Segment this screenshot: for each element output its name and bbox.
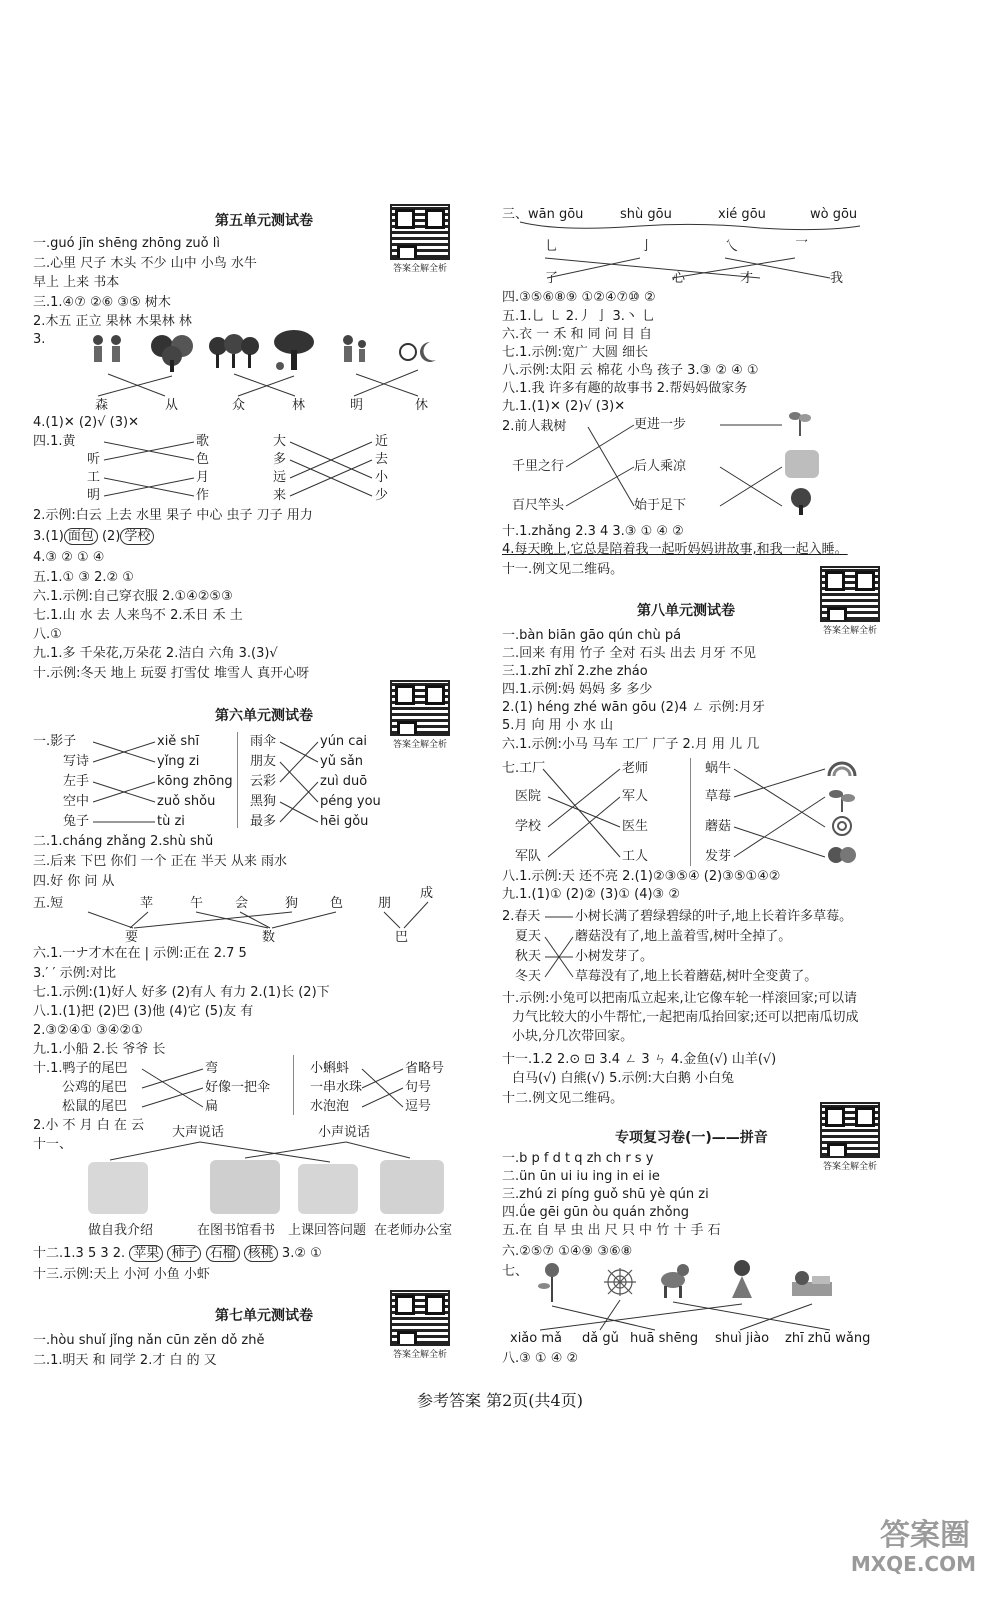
- tree-shade-picture: [786, 487, 816, 517]
- library-picture: [210, 1160, 280, 1214]
- r-line-10: 4.每天晚上,它总是陪着我一起听妈妈讲故事,和我一起入睡。: [502, 542, 848, 557]
- u6-line-5: 六.1.一ナ才木在在 | 示例:正在 2.7 5: [33, 946, 247, 961]
- u6-m1-left-4: 兔子: [63, 814, 90, 829]
- r-line-4: 六.衣 一 禾 和 同 问 目 自: [502, 327, 653, 342]
- pinyin-1: dǎ gǔ: [582, 1331, 619, 1346]
- r8-line-15: 十二.例文见二维码。: [502, 1091, 624, 1106]
- u5-line-14: 八.①: [33, 627, 62, 642]
- qr-caption: 答案全解全析: [392, 740, 447, 750]
- u5-m2-right-0: 近: [375, 434, 389, 449]
- rv-line-8: 八.③ ① ④ ②: [502, 1351, 579, 1366]
- qr-caption: 答案全解全析: [822, 626, 877, 636]
- circled-answer-xuexiao: 学校: [120, 528, 154, 545]
- u6-line-13b: 3.② ①: [281, 1246, 322, 1261]
- u5-m2-left-3: 来: [273, 488, 287, 503]
- u6-m3-right-1: 好像一把伞: [205, 1080, 271, 1095]
- big-tree-picture: [272, 328, 316, 374]
- watermark-logo: 答案圈: [880, 1518, 970, 1553]
- r8-m1-left-0: 七.工厂: [502, 761, 546, 776]
- r-m1-right-1: 后人乘凉: [634, 459, 687, 474]
- stroke-0: 乚: [545, 239, 559, 254]
- u6-5-top-6: 朋: [378, 896, 392, 911]
- loud-label: 大声说话: [172, 1125, 225, 1140]
- rv-line-3: 三.zhú zi píng guǒ shū yè qún zi: [502, 1187, 709, 1202]
- rv-line-4: 四.ǘe gēi gūn òu quán zhǒng: [502, 1205, 690, 1220]
- scene-label-2: 上课回答问题: [288, 1223, 367, 1238]
- u6-m4-left-0: 小蝌蚪: [310, 1061, 350, 1076]
- sun-moon-picture: [396, 336, 440, 368]
- r8-m3-left-3: 冬天: [515, 969, 542, 984]
- circled-answer-mianbao: 面包: [64, 528, 98, 545]
- u6-line-14: 十三.示例:天上 小河 小鱼 小虾: [33, 1267, 210, 1282]
- r8-line-6: 5.月 向 用 小 水 山: [502, 718, 614, 733]
- r-m1-right-2: 始于足下: [634, 498, 687, 513]
- r8-m1-left-3: 军队: [515, 849, 542, 864]
- u5-line-9: [33, 528, 154, 546]
- r8-line-2: 二.回来 有用 竹子 全对 石头 出去 月牙 不见: [502, 646, 757, 661]
- r8-line-4: 四.1.示例:妈 妈妈 多 多少: [502, 682, 653, 697]
- u6-m1-left-0: 一.影子: [33, 734, 77, 749]
- u5-line-16: 十.示例:冬天 地上 玩耍 打雪仗 堆雪人 真开心呀: [33, 666, 310, 681]
- r-m1-left-0: 2.前人栽树: [502, 419, 567, 434]
- u6-5-top-1: 苹: [140, 896, 154, 911]
- u6-m3-right-2: 扁: [205, 1099, 219, 1114]
- stroke-name-2: xié gōu: [718, 207, 766, 222]
- r8-m1-left-2: 学校: [515, 819, 542, 834]
- u6-m4-left-1: 一串水珠: [310, 1080, 363, 1095]
- u6-m1-right-2: kōng zhōng: [157, 774, 233, 789]
- qr-code-unit8[interactable]: [818, 566, 882, 636]
- lesson-picture: [298, 1164, 358, 1214]
- pinyin-0: xiǎo mǎ: [510, 1331, 562, 1346]
- u6-5-bot-1: 数: [262, 930, 276, 945]
- u5-m1-left-3: 明: [87, 488, 101, 503]
- qr-code-unit5[interactable]: [388, 204, 452, 274]
- flower-picture: [535, 1260, 569, 1304]
- unit6-title: 第六单元测试卷: [215, 708, 313, 724]
- stroke-name-3: wò gōu: [810, 207, 858, 222]
- r8-m1-left-1: 医院: [515, 789, 542, 804]
- rv-line-6: 六.②⑤⑦ ①④⑨ ③⑥⑧: [502, 1244, 633, 1259]
- pinyin-3: shuì jiào: [715, 1331, 770, 1346]
- qr-caption: 答案全解全析: [392, 264, 447, 274]
- spiderweb-picture: [602, 1266, 638, 1298]
- u5-line-3: 早上 上来 书本: [33, 275, 120, 290]
- stroke-name-0: 三、wān gōu: [502, 207, 584, 222]
- r8-line-12: 小块,分几次带回家。: [512, 1029, 634, 1044]
- scene-label-0: 做自我介绍: [88, 1223, 154, 1238]
- u6-m4-right-0: 省略号: [405, 1061, 445, 1076]
- pinyin-4: zhī zhū wǎng: [785, 1331, 871, 1346]
- u7-line-2: 二.1.明天 和 同学 2.才 白 的 又: [33, 1353, 217, 1368]
- r-m1-left-1: 千里之行: [512, 459, 565, 474]
- u5-m1-right-1: 色: [196, 452, 210, 467]
- r8-m3-left-2: 秋天: [515, 949, 542, 964]
- stroke-3: 乛: [795, 239, 809, 254]
- u5-line-2: 二.心里 尺子 木头 不少 山中 小鸟 水牛: [33, 256, 257, 271]
- r-line-3: 五.1.乚 ㇄ 2.丿 亅 3.丶 乚: [502, 309, 656, 324]
- u6-m2-left-0: 雨伞: [250, 734, 277, 749]
- u6-m2-left-1: 朋友: [250, 754, 277, 769]
- u6-5-top-5: 色: [330, 896, 344, 911]
- u5-m2-left-0: 大: [273, 434, 287, 449]
- u6-m1-left-2: 左手: [63, 774, 90, 789]
- u6-m1-right-1: yǐng zi: [157, 754, 200, 769]
- char-1: 心: [672, 271, 686, 286]
- r8-m3-right-2: 小树发芽了。: [575, 949, 654, 964]
- u5-m2-right-3: 少: [375, 488, 389, 503]
- u6-5-top-0: 五.短: [33, 896, 64, 911]
- forest-picture: [208, 332, 260, 372]
- r8-line-13: 十一.1.2 2.⊙ ⊡ 3.4 ㄥ 3 ㄣ 4.金鱼(√) 山羊(√): [502, 1052, 777, 1067]
- r8-m3-right-1: 蘑菇没有了,地上盖着雪,树叶全掉了。: [575, 929, 792, 944]
- u5-line-1: 一.guó jīn shēng zhōng zuǒ lì: [33, 236, 220, 251]
- u5-line-10: 4.③ ② ① ④: [33, 550, 105, 565]
- u6-line-9: 2.③②④① ③④②①: [33, 1023, 143, 1038]
- unit8-title: 第八单元测试卷: [637, 603, 735, 619]
- u6-line-13a: 十二.1.3 5 3 2.: [33, 1246, 126, 1261]
- u5-m1-right-3: 作: [196, 488, 210, 503]
- u5-line-12: 六.1.示例:自己穿衣服 2.①④②⑤③: [33, 589, 233, 604]
- u6-line-12: 十一、: [33, 1137, 73, 1152]
- u5-m1-left-0: 四.1.黄: [33, 434, 76, 449]
- r8-line-5: 2.(1) héng zhé wān gōu (2)4 ㄥ 示例:月牙: [502, 700, 765, 715]
- r-m1-left-2: 百尺竿头: [512, 498, 565, 513]
- r8-m3-left-1: 夏天: [515, 929, 542, 944]
- r8-m3-right-3: 草莓没有了,地上长着蘑菇,树叶全变黄了。: [575, 969, 818, 984]
- u5-m1-right-2: 月: [196, 470, 210, 485]
- r8-line-1: 一.bàn biān gāo qún chù pá: [502, 628, 682, 643]
- qr-caption: 答案全解全析: [822, 1162, 877, 1172]
- u6-m1-left-1: 写诗: [63, 754, 90, 769]
- u6-line-11: 2.小 不 月 白 在 云: [33, 1118, 145, 1133]
- r8-line-14: 白马(√) 白熊(√) 5.示例:大白鹅 小白兔: [512, 1071, 735, 1086]
- office-picture: [380, 1160, 444, 1214]
- rv-line-2: 二.ün ūn ui iu ing in ei ie: [502, 1169, 660, 1184]
- u5-char-4: 明: [350, 398, 364, 413]
- r8-m1-right-3: 工人: [622, 849, 649, 864]
- unit5-title: 第五单元测试卷: [215, 213, 313, 229]
- u6-line-1: 二.1.cháng zhǎng 2.shù shǔ: [33, 834, 214, 849]
- stroke-2: 乀: [725, 239, 739, 254]
- r8-m3-left-0: 2.春天: [502, 909, 541, 924]
- stroke-1: 亅: [640, 239, 654, 254]
- u5-line-4: 三.1.④⑦ ②⑥ ③⑤ 树木: [33, 295, 171, 310]
- u6-m3-left-2: 松鼠的尾巴: [62, 1099, 128, 1114]
- r8-m2-left-0: 蜗牛: [705, 761, 732, 776]
- scene-label-3: 在老师办公室: [374, 1223, 453, 1238]
- u5-char-2: 众: [232, 398, 246, 413]
- divider: [690, 758, 691, 866]
- quiet-label: 小声说话: [318, 1125, 371, 1140]
- scene-label-1: 在图书馆看书: [197, 1223, 276, 1238]
- u5-line-8: 2.示例:白云 上去 水里 果子 中心 虫子 刀子 用力: [33, 508, 313, 523]
- u6-m3-left-0: 十.1.鸭子的尾巴: [33, 1061, 128, 1076]
- u6-m2-right-0: yún cai: [320, 734, 368, 749]
- u5-char-1: 从: [165, 398, 179, 413]
- u5-m1-left-2: 工: [87, 470, 101, 485]
- r8-line-8: 八.1.示例:天 还不亮 2.(1)②③⑤④ (2)③⑤①④②: [502, 869, 781, 884]
- u6-line-2: 三.后来 下巴 你们 一个 正在 半天 从来 雨水: [33, 854, 288, 869]
- qr-caption: 答案全解全析: [392, 1350, 447, 1360]
- pinyin-2: huā shēng: [630, 1331, 699, 1346]
- u5-line-7: 4.(1)✕ (2)√ (3)✕: [33, 415, 139, 430]
- review-title: 专项复习卷(一)——拼音: [615, 1130, 768, 1146]
- r8-m1-right-1: 军人: [622, 789, 649, 804]
- u5-line-9a: 3.(1): [33, 529, 64, 544]
- horse-picture: [655, 1260, 691, 1300]
- r8-line-3: 三.1.zhī zhǐ 2.zhe zháo: [502, 664, 648, 679]
- u6-m2-right-2: zuì duō: [320, 774, 368, 789]
- u5-m1-left-1: 听: [87, 452, 101, 467]
- qr-code-unit6[interactable]: [388, 680, 452, 750]
- u6-m2-right-3: péng you: [320, 794, 381, 809]
- word-walnut: 核桃: [244, 1245, 278, 1262]
- rv-line-1: 一.b p f d t q zh ch r s y: [502, 1151, 654, 1166]
- word-pomegranate: 石榴: [206, 1245, 240, 1262]
- u6-m2-right-4: hēi gǒu: [320, 814, 369, 829]
- u6-m4-left-2: 水泡泡: [310, 1099, 350, 1114]
- rainbow-picture: [827, 754, 857, 782]
- r-line-11: 十一.例文见二维码。: [502, 562, 624, 577]
- sleeping-picture: [790, 1262, 834, 1302]
- r-line-7: 八.1.我 许多有趣的故事书 2.帮妈妈做家务: [502, 381, 748, 396]
- u6-m1-right-4: tù zi: [157, 814, 185, 829]
- u5-m2-right-1: 去: [375, 452, 389, 467]
- u5-m2-right-2: 小: [375, 470, 389, 485]
- u7-line-1: 一.hòu shuǐ jǐng nǎn cūn zěn dǒ zhě: [33, 1333, 265, 1348]
- u5-m1-right-0: 歌: [196, 434, 210, 449]
- u6-m4-right-1: 句号: [405, 1080, 432, 1095]
- u6-5-top-4: 狗: [285, 896, 299, 911]
- u6-m2-right-1: yǔ sǎn: [320, 754, 364, 769]
- char-0: 了: [545, 271, 559, 286]
- u6-m1-left-3: 空中: [63, 794, 90, 809]
- word-persimmon: 柿子: [167, 1245, 201, 1262]
- right-column: [500, 0, 970, 1600]
- u6-line-7: 七.1.示例:(1)好人 好多 (2)有人 有力 2.(1)长 (2)下: [33, 985, 330, 1000]
- trees-picture: [150, 330, 194, 374]
- u6-5-bot-2: 巴: [395, 930, 409, 945]
- snail-picture: [828, 814, 856, 838]
- left-column: [0, 0, 470, 1600]
- landscape-picture: [785, 450, 819, 478]
- u5-char-3: 林: [292, 398, 306, 413]
- r8-m2-left-2: 蘑菇: [705, 819, 732, 834]
- u6-m2-left-3: 黑狗: [250, 794, 277, 809]
- char-2: 才: [740, 271, 754, 286]
- r-line-5: 七.1.示例:宽广 大圆 细长: [502, 345, 649, 360]
- u5-line-13: 七.1.山 水 去 人来鸟不 2.禾日 禾 土: [33, 608, 243, 623]
- sprout-picture: [788, 408, 812, 438]
- r-line-8: 九.1.(1)✕ (2)√ (3)✕: [502, 399, 626, 414]
- girl-picture: [725, 1258, 759, 1302]
- u6-line-8: 八.1.(1)把 (2)巴 (3)他 (4)它 (5)友 有: [33, 1004, 254, 1019]
- r8-line-9: 九.1.(1)① (2)② (3)① (4)③ ②: [502, 887, 680, 902]
- rv-line-5: 五.在 自 早 虫 出 尺 只 中 竹 十 手 石: [502, 1223, 721, 1238]
- word-apple: 苹果: [129, 1245, 163, 1262]
- page-footer: 参考答案 第2页(共4页): [417, 1391, 583, 1410]
- stroke-name-1: shù gōu: [620, 207, 672, 222]
- u6-5-bot-0: 要: [125, 930, 139, 945]
- u6-line-3: 四.好 你 问 从: [33, 874, 115, 889]
- u6-m3-right-0: 弯: [205, 1061, 219, 1076]
- r-m1-right-0: 更进一步: [634, 417, 687, 432]
- r8-m2-left-1: 草莓: [705, 789, 732, 804]
- r8-line-10: 十.示例:小兔可以把南瓜立起来,让它像车轮一样滚回家;可以请: [502, 991, 858, 1006]
- u6-m2-left-2: 云彩: [250, 774, 277, 789]
- people-picture: [88, 332, 128, 372]
- r-line-2: 四.③⑤⑥⑧⑨ ①②④⑦⑩ ②: [502, 290, 656, 305]
- u5-line-5: 2.木五 正立 果林 木果林 林: [33, 314, 192, 329]
- divider: [293, 1055, 294, 1115]
- r8-m2-left-3: 发芽: [705, 849, 732, 864]
- u5-line-11: 五.1.① ③ 2.② ①: [33, 570, 134, 585]
- fruit-picture: [827, 842, 857, 866]
- u6-line-10: 九.1.小船 2.长 爷爷 长: [33, 1042, 166, 1057]
- u6-m4-right-2: 逗号: [405, 1099, 432, 1114]
- u6-m3-left-1: 公鸡的尾巴: [62, 1080, 128, 1095]
- u6-m2-left-4: 最多: [250, 814, 277, 829]
- r-line-6: 八.示例:太阳 云 棉花 小鸟 孩子 3.③ ② ④ ①: [502, 363, 759, 378]
- u6-5-top-2: 午: [190, 896, 204, 911]
- u6-line-6: 3.′ ′ 示例:对比: [33, 966, 116, 981]
- children-picture: [340, 332, 370, 372]
- u5-m2-left-1: 多: [273, 452, 287, 467]
- u5-char-0: 森: [95, 398, 109, 413]
- r8-line-7: 六.1.示例:小马 马车 工厂 厂子 2.月 用 儿 几: [502, 737, 760, 752]
- u6-5-top-7: 成: [420, 886, 434, 901]
- r-line-9: 十.1.zhǎng 2.3 4 3.③ ① ④ ②: [502, 524, 684, 539]
- u5-line-9c: (2): [101, 529, 121, 544]
- rv-line-7: 七、: [502, 1264, 529, 1279]
- r8-m1-right-0: 老师: [622, 761, 649, 776]
- u5-m2-left-2: 远: [273, 470, 287, 485]
- u6-5-top-3: 会: [235, 896, 249, 911]
- qr-code-review[interactable]: [818, 1102, 882, 1172]
- qr-code-unit7[interactable]: [388, 1290, 452, 1360]
- r8-m1-right-2: 医生: [622, 819, 649, 834]
- u5-line-15: 九.1.多 千朵花,万朵花 2.洁白 六角 3.(3)√: [33, 646, 278, 661]
- watermark-url: MXQE.COM: [850, 1552, 976, 1576]
- r8-line-11: 力气比较大的小牛帮忙,一起把南瓜抬回家;还可以把南瓜切成: [512, 1010, 859, 1025]
- u5-char-5: 休: [415, 398, 429, 413]
- char-3: 我: [830, 271, 844, 286]
- u5-line-6: 3.: [33, 332, 46, 347]
- unit7-title: 第七单元测试卷: [215, 1308, 313, 1324]
- sprout-plant-picture: [827, 786, 857, 814]
- u6-line-13: [33, 1245, 322, 1263]
- u6-m1-right-0: xiě shī: [157, 734, 200, 749]
- r8-m3-right-0: 小树长满了碧绿碧绿的叶子,地上长着许多草莓。: [575, 909, 853, 924]
- classroom-picture: [88, 1162, 148, 1214]
- u6-m1-right-3: zuǒ shǒu: [157, 794, 216, 809]
- divider: [237, 732, 238, 828]
